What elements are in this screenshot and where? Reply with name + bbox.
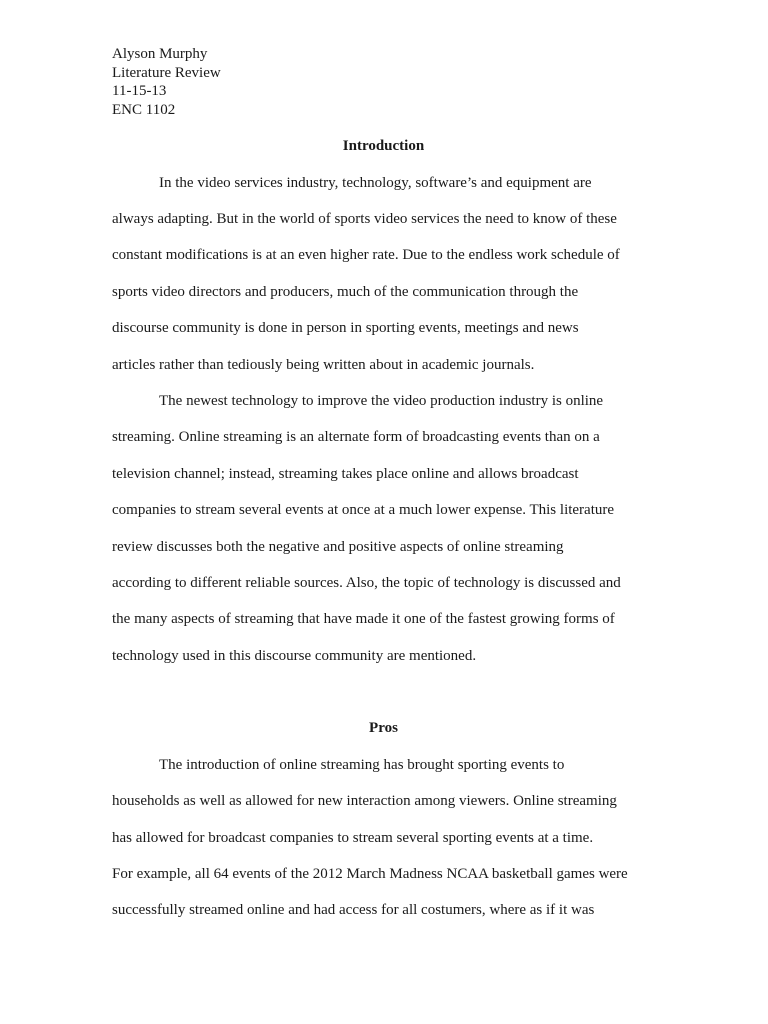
pros-heading: Pros [369, 720, 398, 736]
text-line: the many aspects of streaming that have made it one of the fastest growing forms of [112, 611, 615, 627]
text-line: In the video services industry, technology, software’s and equipment are [159, 175, 592, 191]
course-code: ENC 1102 [112, 101, 176, 118]
text-line: households as well as allowed for new interaction among viewers. Online streaming [112, 793, 617, 809]
text-line: has allowed for broadcast companies to stream several sporting events at a time. [112, 830, 594, 846]
text-line: technology used in this discourse community are mentioned. [112, 648, 477, 664]
author-name: Alyson Murphy [112, 46, 208, 62]
text-line: television channel; instead, streaming takes place online and allows broadcast [112, 466, 579, 482]
text-line: successfully streamed online and had access for all costumers, where as if it was [112, 902, 595, 918]
text-line: review discusses both the negative and positive aspects of online streaming [112, 539, 564, 555]
introduction-heading: Introduction [342, 138, 425, 154]
text-line: constant modifications is at an even higher rate. Due to the endless work schedule of [112, 247, 620, 263]
text-line: according to different reliable sources. Also, the topic of technology is discussed and [112, 575, 621, 591]
course-title: Literature Review [112, 64, 221, 81]
text-line: always adapting. But in the world of sports video services the need to know of these [112, 211, 617, 227]
text-line: articles rather than tediously being written about in academic journals. [112, 357, 535, 373]
document-date: 11-15-13 [112, 83, 167, 99]
text-line: streaming. Online streaming is an alternate form of broadcasting events than on a [112, 429, 600, 445]
text-line: sports video directors and producers, much of the communication through the [112, 284, 579, 300]
text-line: For example, all 64 events of the 2012 March Madness NCAA basketball games were [112, 866, 628, 882]
text-line: The newest technology to improve the video production industry is online [159, 393, 604, 409]
text-line: The introduction of online streaming has brought sporting events to [159, 757, 565, 773]
text-line: companies to stream several events at once at a much lower expense. This literature [112, 502, 615, 518]
document-header [112, 45, 221, 119]
text-line: discourse community is done in person in sporting events, meetings and news [112, 320, 579, 336]
